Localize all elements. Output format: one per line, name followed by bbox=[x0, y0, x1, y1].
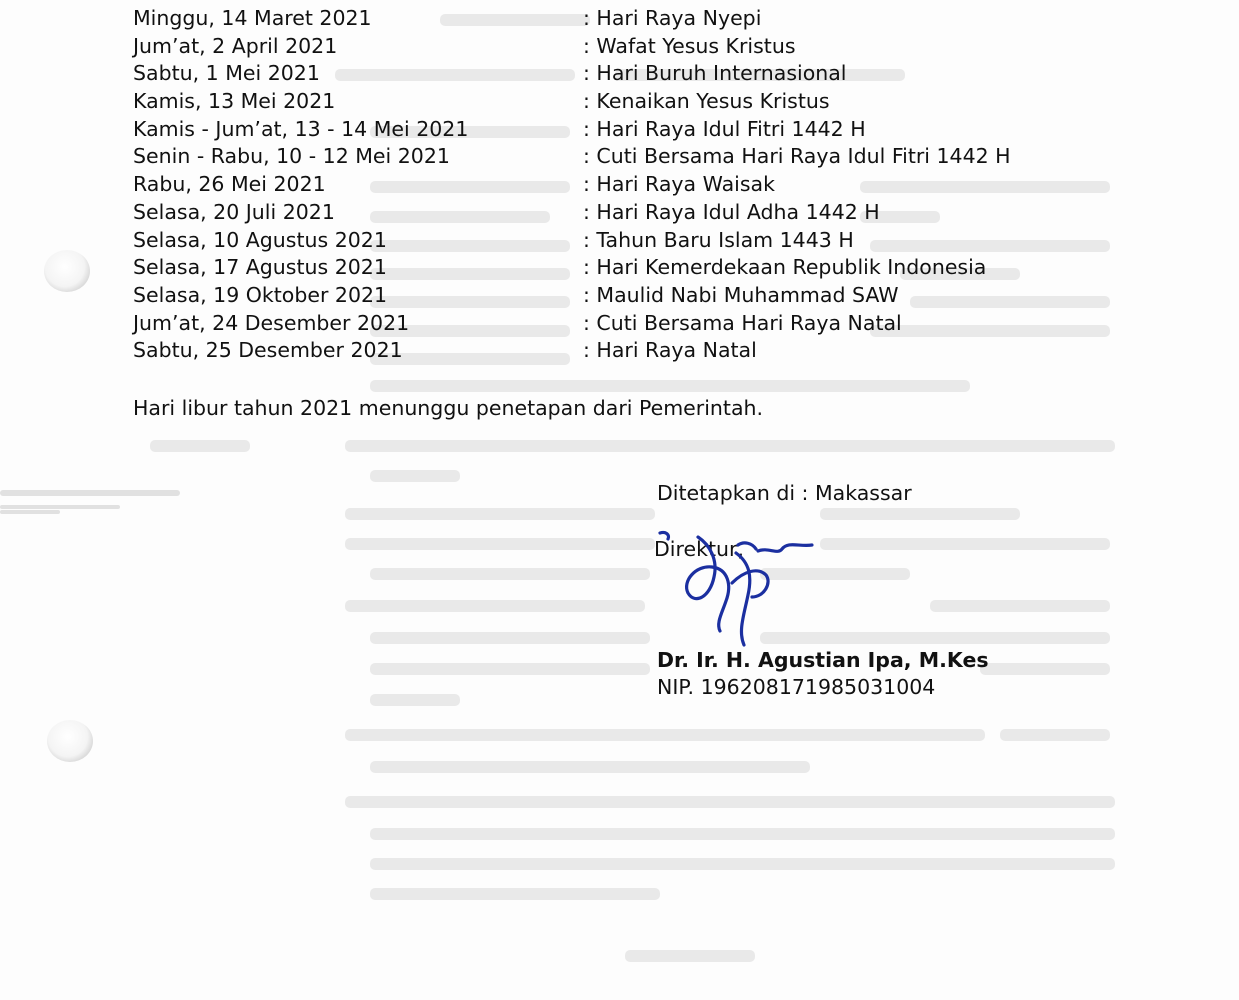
holiday-name: : Hari Raya Waisak bbox=[583, 172, 775, 197]
holiday-note: Hari libur tahun 2021 menunggu penetapan dari Pemerintah. bbox=[133, 396, 764, 420]
handwritten-signature bbox=[640, 505, 880, 665]
holiday-date: Kamis - Jum’at, 13 - 14 Mei 2021 bbox=[133, 116, 469, 141]
holiday-name: : Kenaikan Yesus Kristus bbox=[583, 89, 830, 114]
holiday-name: : Hari Raya Idul Fitri 1442 H bbox=[583, 116, 866, 141]
holiday-date: Kamis, 13 Mei 2021 bbox=[133, 89, 336, 114]
signer-title: Direktur, bbox=[654, 537, 744, 561]
holiday-date: Selasa, 17 Agustus 2021 bbox=[133, 255, 387, 280]
holiday-date: Rabu, 26 Mei 2021 bbox=[133, 172, 326, 197]
holiday-name: : Tahun Baru Islam 1443 H bbox=[583, 227, 854, 252]
holiday-name: : Hari Raya Natal bbox=[583, 338, 757, 363]
holiday-date: Jum’at, 2 April 2021 bbox=[133, 33, 338, 58]
holiday-date: Selasa, 10 Agustus 2021 bbox=[133, 227, 387, 252]
holiday-name: : Wafat Yesus Kristus bbox=[583, 33, 796, 58]
holiday-date: Selasa, 19 Oktober 2021 bbox=[133, 282, 388, 307]
holiday-name: : Maulid Nabi Muhammad SAW bbox=[583, 282, 899, 307]
punch-hole bbox=[44, 250, 90, 292]
holiday-name: : Hari Buruh Internasional bbox=[583, 61, 847, 86]
holiday-date: Jum’at, 24 Desember 2021 bbox=[133, 310, 410, 335]
holiday-date: Minggu, 14 Maret 2021 bbox=[133, 6, 372, 30]
holiday-date: Sabtu, 25 Desember 2021 bbox=[133, 338, 403, 363]
holiday-name: : Hari Raya Nyepi bbox=[583, 6, 762, 30]
holiday-name: : Cuti Bersama Hari Raya Idul Fitri 1442 H bbox=[583, 144, 1011, 169]
holiday-name: : Cuti Bersama Hari Raya Natal bbox=[583, 310, 902, 335]
issued-place: Ditetapkan di : Makassar bbox=[657, 481, 912, 505]
punch-hole bbox=[47, 720, 93, 762]
signer-nip: NIP. 196208171985031004 bbox=[657, 675, 936, 699]
holiday-name: : Hari Raya Idul Adha 1442 H bbox=[583, 199, 880, 224]
holiday-date: Selasa, 20 Juli 2021 bbox=[133, 199, 335, 224]
holiday-date: Senin - Rabu, 10 - 12 Mei 2021 bbox=[133, 144, 450, 169]
holiday-name: : Hari Kemerdekaan Republik Indonesia bbox=[583, 255, 987, 280]
holiday-date: Sabtu, 1 Mei 2021 bbox=[133, 61, 320, 86]
signer-name: Dr. Ir. H. Agustian Ipa, M.Kes bbox=[657, 648, 989, 672]
